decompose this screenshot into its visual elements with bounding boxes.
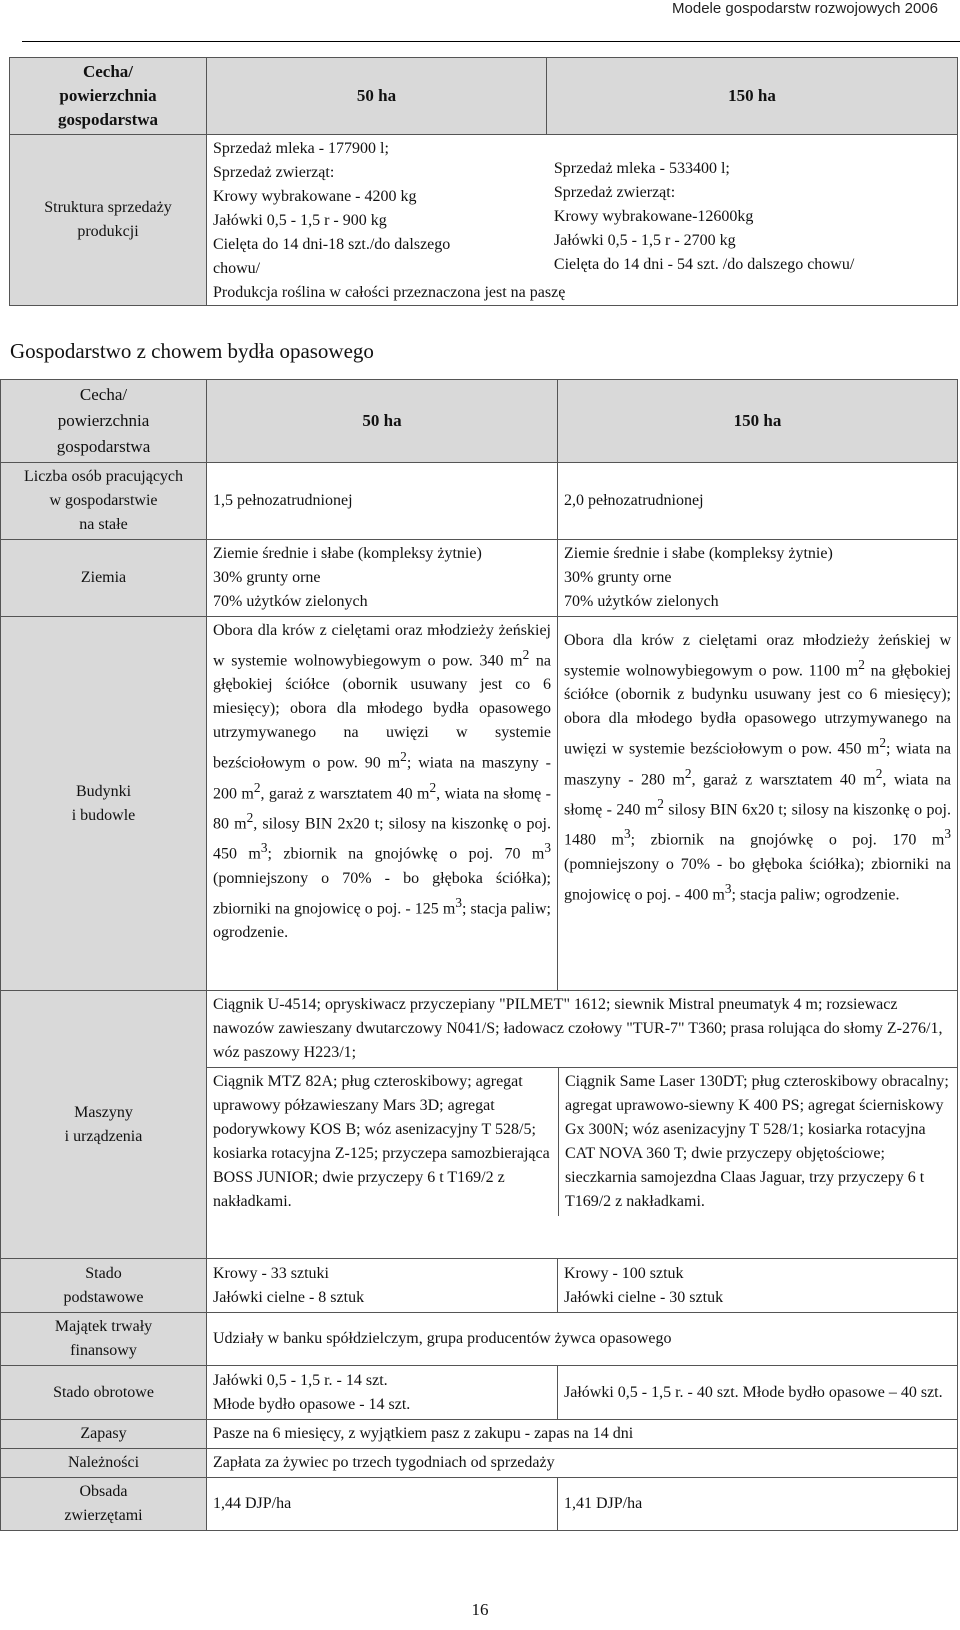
working-herd-150ha: Jałówki 0,5 - 1,5 r. - 40 szt. Młode bydło opasowe – 40 szt. [558,1366,958,1420]
machines-50ha: Ciągnik MTZ 82A; pług czteroskibowy; agregat uprawowy półzawieszany Mars 3D; agregat podorywkowy KOS B; wóz asenizacyjny T 528/5; kosiarka rotacyjna Z-125; przyczepa samozbierająca BOSS JUNIOR; dwie przyczepy 6 t T169/2 z nakładkami. [207,1068,558,1217]
header-50ha: 50 ha [207,58,547,135]
header-feature-cell: Cecha/ powierzchnia gospodarstwa [1,380,207,463]
machines-shared: Ciągnik U-4514; opryskiwacz przyczepiany "PILMET" 1612; siewnik Mistral pneumatyk 4 m; rozsiewacz nawozów zawieszany dwutarczowy N041/S; ładowacz czołowy "TUR-7" T360; prasa rolująca do słomy Z-276/1, wóz paszowy H223/1; [207,991,957,1068]
machines-content [207,991,958,1259]
row-label-sales-structure: Struktura sprzedaży produkcji [10,135,207,306]
sales-150ha: Sprzedaż mleka - 533400 l; Sprzedaż zwierząt: Krowy wybrakowane-12600kg Jałówki 0,5 - 1,5 r - 2700 kg Cielęta do 14 dni - 54 szt. /do dalszego chowu/ [553,160,855,273]
sales-50ha: Sprzedaż mleka - 177900 l; Sprzedaż zwierząt: Krowy wybrakowane - 4200 kg Jałówki 0,5 - 1,5 r - 900 kg Cielęta do 14 dni-18 szt./do dalszego chowu/ [213,140,451,277]
sales-shared-note: Produkcja roślina w całości przeznaczona jest na paszę [213,284,566,301]
header-150ha: 150 ha [558,380,958,463]
workers-150ha: 2,0 pełnozatrudnionej [558,463,958,540]
running-header: Modele gospodarstw rozwojowych 2006 [672,0,938,17]
fixed-financial-assets-shared: Udziały w banku spółdzielczym, grupa producentów żywca opasowego [207,1313,958,1366]
row-label-machines: Maszyny i urządzenia [1,991,207,1259]
row-label-herd: Stado podstawowe [1,1259,207,1313]
header-rule [22,41,960,42]
workers-50ha: 1,5 pełnozatrudnionej [207,463,558,540]
page-number: 16 [471,1600,489,1619]
header-feature-cell: Cecha/ powierzchnia gospodarstwa [10,58,207,135]
land-50ha: Ziemie średnie i słabe (kompleksy żytnie) 30% grunty orne 70% użytków zielonych [207,540,558,617]
section-title: Gospodarstwo z chowem bydła opasowego [10,339,374,363]
row-label-working-herd: Stado obrotowe [1,1366,207,1420]
working-herd-50ha: Jałówki 0,5 - 1,5 r. - 14 szt. Młode bydło opasowe - 14 szt. [207,1366,558,1420]
stocks-shared: Pasze na 6 miesięcy, z wyjątkiem pasz z zakupu - zapas na 14 dni [207,1420,958,1449]
herd-150ha: Krowy - 100 sztuk Jałówki cielne - 30 sztuk [558,1259,958,1313]
stocking-rate-150ha: 1,41 DJP/ha [558,1478,958,1531]
row-label-land: Ziemia [1,540,207,617]
herd-50ha: Krowy - 33 sztuki Jałówki cielne - 8 sztuk [207,1259,558,1313]
buildings-150ha: Obora dla krów z cielętami oraz młodzieży żeńskiej w systemie wolnowybiegowym o pow. 1100 $m^2$ na głębokiej ściółce (obornik z budynku usuwany jest co 6 miesięcy); obora dla młodego bydła opasowego utrzymywanego na uwięzi w systemie bezściołowym o pow. 450 $m^2$; wiata na maszyny - 280 $m^2$, garaż z warsztatem 40 $m^2$, wiata na słomę - 240 $m^2$ silosy BIN 6x20 t; silosy na kiszonkę o poj. 1480 $m^3$; zbiornik na gnojówkę o poj. 170 $m^3$ (pomniejszony o 70% - bo głęboka ściółka); zbiorniki na gnojowicę o poj. - 400 $m^3$; stacja paliw; ogrodzenie. [558,617,958,991]
row-label-stocks: Zapasy [1,1420,207,1449]
row-label-workers: Liczba osób pracujących w gospodarstwie na stałe [1,463,207,540]
land-150ha: Ziemie średnie i słabe (kompleksy żytnie) 30% grunty orne 70% użytków zielonych [558,540,958,617]
machines-150ha: Ciągnik Same Laser 130DT; pług czteroskibowy obracalny; agregat uprawowo-siewny K 400 PS; agregat ścierniskowy Gx 300N; wóz asenizacyjny T 528/1; kosiarka rotacyjna CAT NOVA 360 T; dwie przyczepy objętościowe; sieczkarnia samojezdna Claas Jaguar, trzy przyczepy 6 t T169/2 z nakładkami. [564,1073,949,1210]
row-label-receivables: Należności [1,1449,207,1478]
buildings-50ha: Obora dla krów z cielętami oraz młodzieży żeńskiej w systemie wolnowybiegowym o pow. 340 $m^2$ na głębokiej ściółce (obornik usuwany jest co 6 miesięcy); obora dla młodego bydła opasowego utrzymywanego na uwięzi w systemie bezściołowym o pow. 90 $m^2$; wiata na maszyny - 200 $m^2$, garaż z warsztatem 40 $m^2$, wiata na słomę - 80 $m^2$, silosy BIN 2x20 t; silosy na kiszonkę o poj. 450 $m^3$; zbiornik na gnojówkę o poj. 70 $m^3$ (pomniejszony o 70% - bo głęboka ściółka); zbiorniki na gnojowicę o poj. - 125 $m^3$; stacja paliw; ogrodzenie. [207,617,558,991]
row-label-stocking-rate: Obsada zwierzętami [1,1478,207,1531]
beef-farm-table [0,379,958,1531]
row-label-buildings: Budynki i budowle [1,617,207,991]
row-label-fixed-financial-assets: Majątek trwały finansowy [1,1313,207,1366]
stocking-rate-50ha: 1,44 DJP/ha [207,1478,558,1531]
sales-structure-table [9,57,958,306]
header-150ha: 150 ha [547,58,958,135]
sales-structure-content [207,135,958,306]
receivables-shared: Zapłata za żywiec po trzech tygodniach od sprzedaży [207,1449,958,1478]
header-50ha: 50 ha [207,380,558,463]
